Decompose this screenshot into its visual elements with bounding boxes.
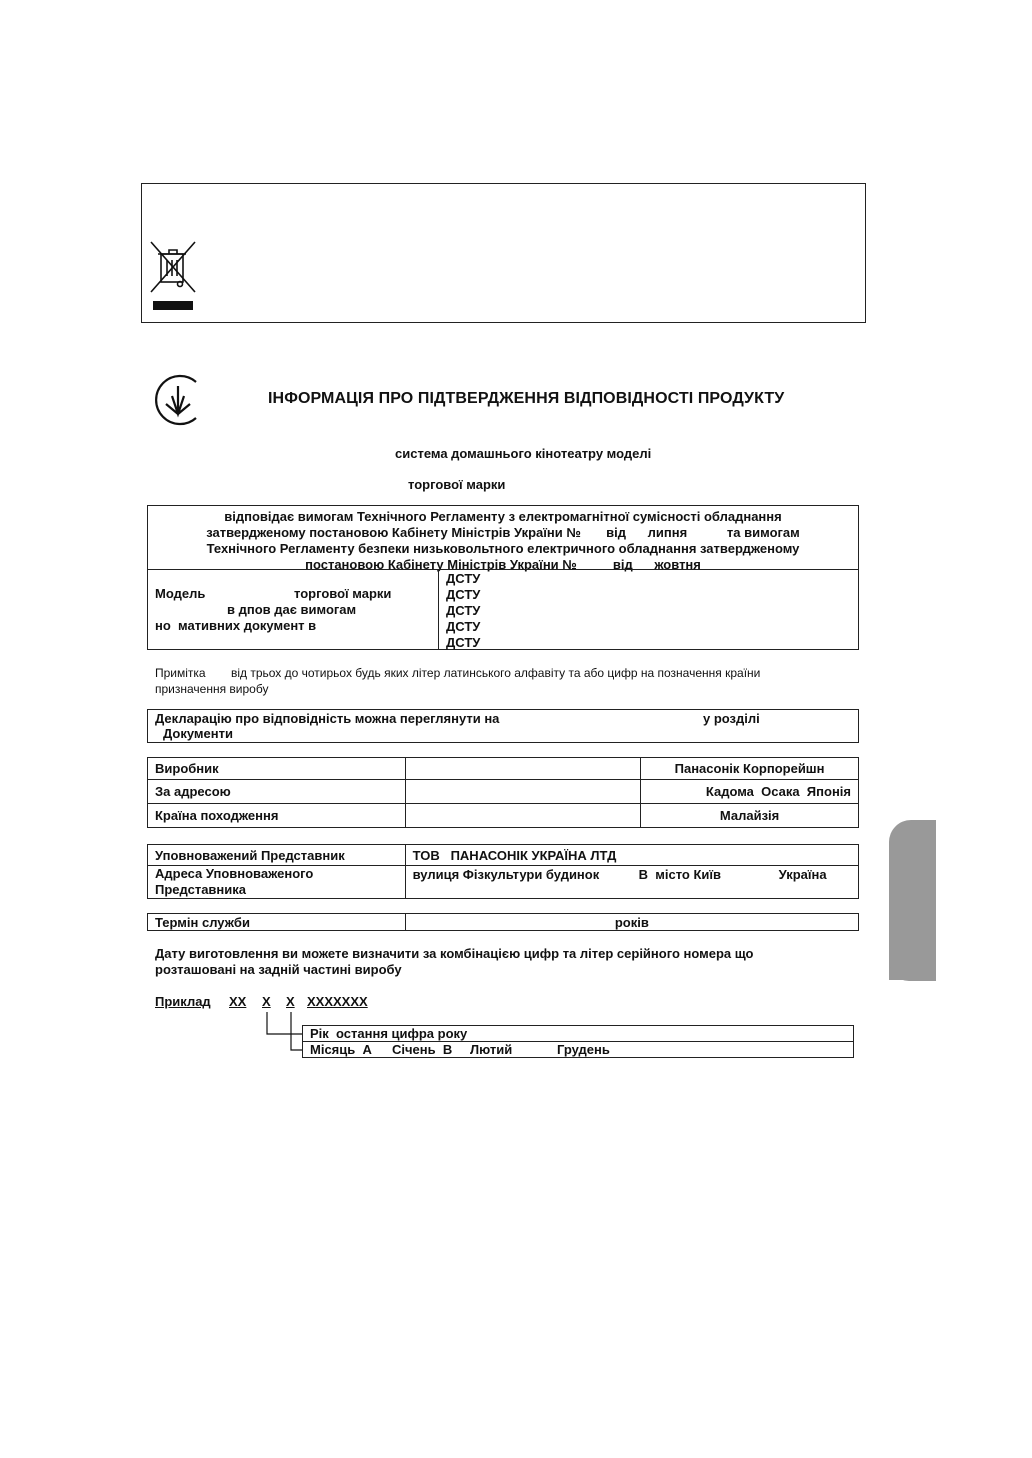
origin-label: Країна походження (148, 804, 406, 828)
regulation-line: Технічного Регламенту безпеки низьковольтного електричного обладнання затвердженому (206, 541, 800, 556)
date-explanation (155, 946, 754, 978)
declaration-box (147, 709, 859, 743)
table-row (303, 1042, 854, 1058)
date-line-1: Дату виготовлення ви можете визначити за комбінацією цифр та літер серійного номера що (155, 946, 754, 961)
table-row (148, 758, 859, 780)
model-normative-label: но мативних документ в (155, 618, 317, 633)
service-life-label: Термін служби (148, 914, 406, 931)
representative-address-value (405, 866, 858, 899)
declaration-section: у розділі (703, 711, 760, 726)
language-side-tab (889, 820, 936, 980)
ukrsepro-conformity-mark-icon (152, 372, 204, 428)
table-row (148, 914, 859, 931)
address-street: вулиця Фізкультури будинок (412, 867, 600, 882)
address-label-line-2: Представника (155, 882, 246, 897)
dstu-item: ДСТУ (446, 603, 481, 618)
manufacturer-value: Панасонік Корпорейшн (641, 758, 859, 780)
service-life-value: років (405, 914, 858, 931)
example-part: X (262, 994, 271, 1009)
note-text: від трьох до чотирьох будь яких літер латинського алфавіту та або цифр на позначення країни (230, 666, 761, 680)
page-title: ІНФОРМАЦІЯ ПРО ПІДТВЕРДЖЕННЯ ВІДПОВІДНОСТІ ПРОДУКТУ (268, 390, 785, 407)
regulation-line: постановою Кабінету Міністрів України № від жовтня (305, 557, 701, 572)
address-city: В місто Київ (638, 867, 722, 882)
representative-address-label (148, 866, 406, 899)
model-compliance-label: в дпов дає вимогам (227, 602, 357, 617)
weee-notice-box (141, 183, 866, 323)
example-part: XXXXXXX (307, 994, 368, 1009)
empty-cell (405, 758, 641, 780)
origin-value: Малайзія (641, 804, 859, 828)
date-line-2: розташовані на задній частині виробу (155, 962, 402, 977)
month-c: Лютий (470, 1042, 513, 1057)
empty-cell (405, 780, 641, 804)
month-row (303, 1042, 854, 1058)
dstu-item: ДСТУ (446, 619, 481, 634)
example-part: XX (229, 994, 247, 1009)
regulation-body (147, 569, 859, 650)
table-row (148, 845, 859, 866)
manufacturer-table (147, 757, 859, 828)
note-block (155, 665, 835, 697)
month-b: Січень В (392, 1042, 453, 1057)
regulation-model-cell (148, 570, 439, 649)
dstu-item: ДСТУ (446, 587, 481, 602)
regulation-line: затвердженому постановою Кабінету Міністрів України № від липня та вимогам (206, 525, 800, 540)
dstu-list (446, 571, 480, 651)
note-label: Примітка (155, 666, 206, 680)
example-legend-table (302, 1025, 854, 1058)
month-a: Місяць А (310, 1042, 372, 1057)
service-life-table (147, 913, 859, 931)
example-label: Приклад (155, 994, 211, 1009)
declaration-text: Декларацію про відповідність можна переглянути на (155, 711, 500, 726)
product-line: система домашнього кінотеатру моделі (395, 446, 652, 461)
address-label-line-1: Адреса Уповноваженого (155, 866, 314, 881)
address-label: За адресою (148, 780, 406, 804)
address-value: Кадома Осака Японія (641, 780, 859, 804)
representative-table (147, 844, 859, 899)
representative-value: ТОВ ПАНАСОНІК УКРАЇНА ЛТД (405, 845, 858, 866)
regulation-header (147, 505, 859, 570)
table-row (148, 780, 859, 804)
month-d: Грудень (557, 1042, 610, 1057)
table-row (303, 1026, 854, 1042)
declaration-docs: Документи (163, 726, 233, 741)
year-row: Рік остання цифра року (303, 1026, 854, 1042)
regulation-line: відповідає вимогам Технічного Регламенту з електромагнітної сумісності обладнання (224, 509, 782, 524)
table-row (148, 866, 859, 899)
dstu-item: ДСТУ (446, 571, 481, 586)
crossed-out-bin-icon (149, 240, 197, 312)
empty-cell (405, 804, 641, 828)
representative-label: Уповноважений Представник (148, 845, 406, 866)
table-row (148, 804, 859, 828)
example-part: X (286, 994, 295, 1009)
address-country: Україна (778, 867, 827, 882)
note-text-2: призначення виробу (155, 682, 269, 696)
model-brand-label: торгової марки (294, 586, 392, 601)
manufacturer-label: Виробник (148, 758, 406, 780)
brand-line: торгової марки (408, 477, 506, 492)
model-label: Модель (155, 586, 206, 601)
dstu-item: ДСТУ (446, 635, 481, 650)
